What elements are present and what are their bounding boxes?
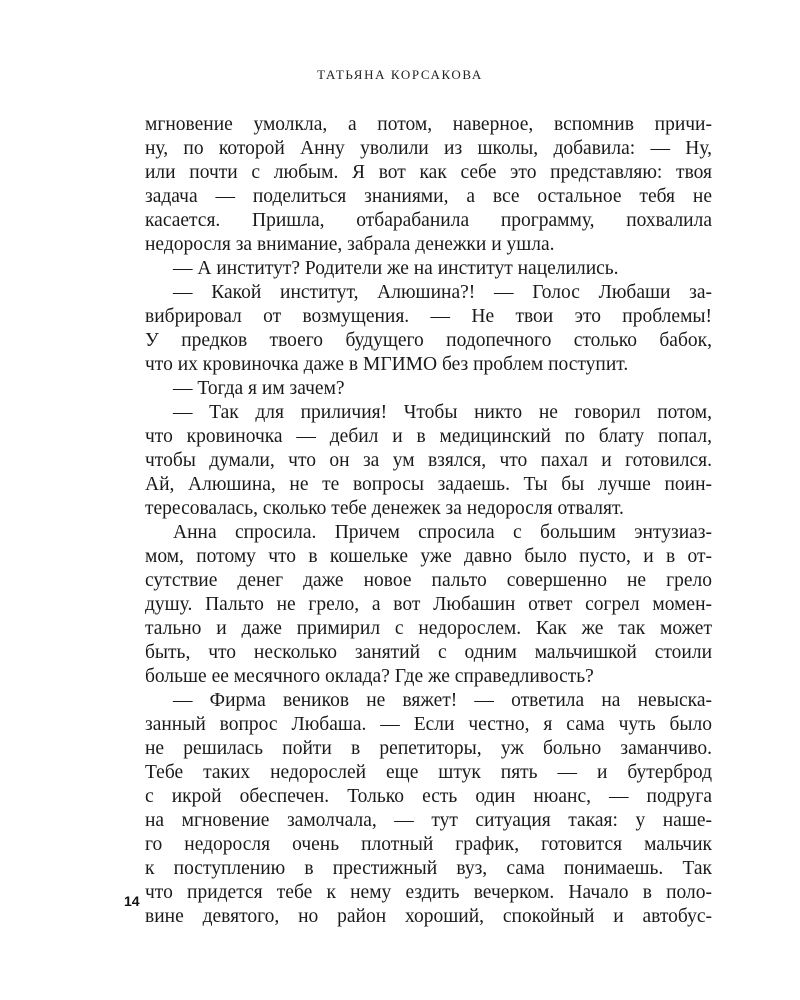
text-line: Тебе таких недорослей еще штук пять — и бутерброд bbox=[145, 762, 712, 783]
text-line: чтобы думали, что он за ум взялся, что пахал и готовился. bbox=[145, 450, 712, 471]
text-line: к поступлению в престижный вуз, сама понимаешь. Так bbox=[145, 858, 712, 879]
page-number: 14 bbox=[124, 893, 140, 909]
text-line: касается. Пришла, отбарабанила программу, похвалила bbox=[145, 210, 712, 231]
text-line: что придется тебе к нему ездить вечерком. Начало в поло- bbox=[145, 882, 712, 903]
text-line: Анна спросила. Причем спросила с большим энтузиаз- bbox=[173, 522, 712, 543]
text-line: занный вопрос Любаша. — Если честно, я сама чуть было bbox=[145, 714, 712, 735]
text-line: мом, потому что в кошельке уже давно было пусто, и в от- bbox=[145, 546, 712, 567]
text-line: быть, что несколько занятий с одним мальчишкой стоили bbox=[145, 642, 712, 663]
text-line: — Тогда я им зачем? bbox=[173, 378, 345, 399]
text-line: с икрой обеспечен. Только есть один нюанс, — подруга bbox=[145, 786, 712, 807]
text-line: — Так для приличия! Чтобы никто не говорил потом, bbox=[173, 402, 712, 423]
text-line: мгновение умолкла, а потом, наверное, вспомнив причи- bbox=[145, 114, 712, 135]
text-line: ну, по которой Анну уволили из школы, добавила: — Ну, bbox=[145, 138, 712, 159]
text-line: или почти с любым. Я вот как себе это представляю: твоя bbox=[145, 162, 712, 183]
text-line: — Какой институт, Алюшина?! — Голос Любаши за- bbox=[173, 282, 712, 303]
text-line: задача — поделиться знаниями, а все остальное тебя не bbox=[145, 186, 712, 207]
text-line: тересовалась, сколько тебе денежек за недоросля отвалят. bbox=[145, 498, 624, 519]
text-line: недоросля за внимание, забрала денежки и ушла. bbox=[145, 234, 555, 255]
text-line: больше ее месячного оклада? Где же справедливость? bbox=[145, 666, 594, 687]
text-line: У предков твоего будущего подопечного столько бабок, bbox=[145, 330, 712, 351]
text-line: что кровиночка — дебил и в медицинский по блату попал, bbox=[145, 426, 712, 447]
text-line: — Фирма веников не вяжет! — ответила на невыска- bbox=[173, 690, 712, 711]
text-line: не решилась пойти в репетиторы, уж больно заманчиво. bbox=[145, 738, 712, 759]
text-line: го недоросля очень плотный график, готовится мальчик bbox=[145, 834, 712, 855]
text-line: сутствие денег даже новое пальто совершенно не грело bbox=[145, 570, 712, 591]
text-line: тально и даже примирил с недорослем. Как же так может bbox=[145, 618, 712, 639]
text-line: душу. Пальто не грело, а вот Любашин ответ согрел момен- bbox=[145, 594, 712, 615]
text-line: вине девятого, но район хороший, спокойный и автобус- bbox=[145, 906, 712, 927]
running-header: ТАТЬЯНА КОРСАКОВА bbox=[317, 67, 483, 82]
text-line: вибрировал от возмущения. — Не твои это проблемы! bbox=[145, 306, 712, 327]
text-line: на мгновение замолчала, — тут ситуация такая: у наше- bbox=[145, 810, 712, 831]
text-line: что их кровиночка даже в МГИМО без проблем поступит. bbox=[145, 354, 629, 375]
text-line: Ай, Алюшина, не те вопросы задаешь. Ты бы лучше поин- bbox=[145, 474, 712, 495]
text-line: — А институт? Родители же на институт нацелились. bbox=[173, 258, 619, 279]
body-text bbox=[145, 113, 712, 929]
